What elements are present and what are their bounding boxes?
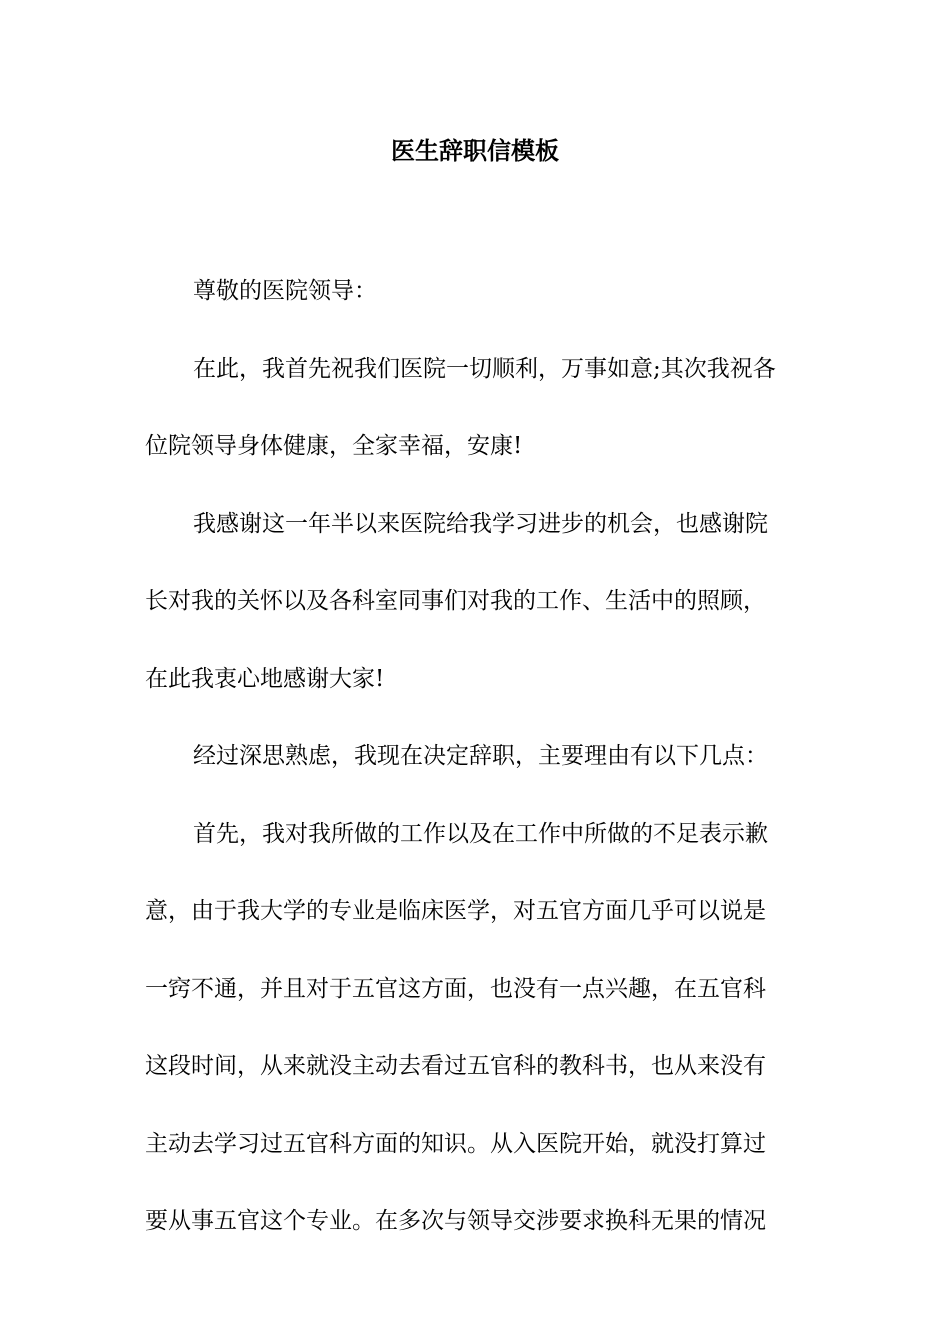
paragraph-3 [145, 718, 810, 796]
document-body [145, 253, 810, 1261]
paragraph-line: 这段时间，从来就没主动去看过五官科的教科书，也从来没有 [145, 1053, 766, 1079]
paragraph-line: 意，由于我大学的专业是临床医学，对五官方面几乎可以说是 [145, 898, 766, 924]
paragraph-2 [145, 486, 810, 719]
paragraph-4 [145, 796, 810, 1261]
paragraph-line: 我感谢这一年半以来医院给我学习进步的机会，也感谢院 [193, 510, 768, 537]
paragraph-line: 位院领导身体健康，全家幸福，安康! [145, 433, 523, 459]
paragraph-line: 经过深思熟虑，我现在决定辞职，主要理由有以下几点： [193, 743, 768, 769]
paragraph-line: 要从事五官这个专业。在多次与领导交涉要求换科无果的情况 [145, 1208, 766, 1234]
salutation: 尊敬的医院领导： [193, 278, 377, 304]
paragraph-line: 一窍不通，并且对于五官这方面，也没有一点兴趣，在五官科 [145, 975, 766, 1002]
paragraph-line: 主动去学习过五官科方面的知识。从入医院开始，就没打算过 [145, 1130, 766, 1157]
document-title: 医生辞职信模板 [391, 136, 559, 165]
paragraph-1 [145, 331, 810, 486]
paragraph-line: 首先，我对我所做的工作以及在工作中所做的不足表示歉 [193, 820, 768, 847]
paragraph-line: 在此我衷心地感谢大家! [145, 665, 385, 692]
paragraph-line: 长对我的关怀以及各科室同事们对我的工作、生活中的照顾， [145, 588, 766, 614]
paragraph-line: 在此，我首先祝我们医院一切顺利，万事如意;其次我祝各 [193, 355, 776, 382]
